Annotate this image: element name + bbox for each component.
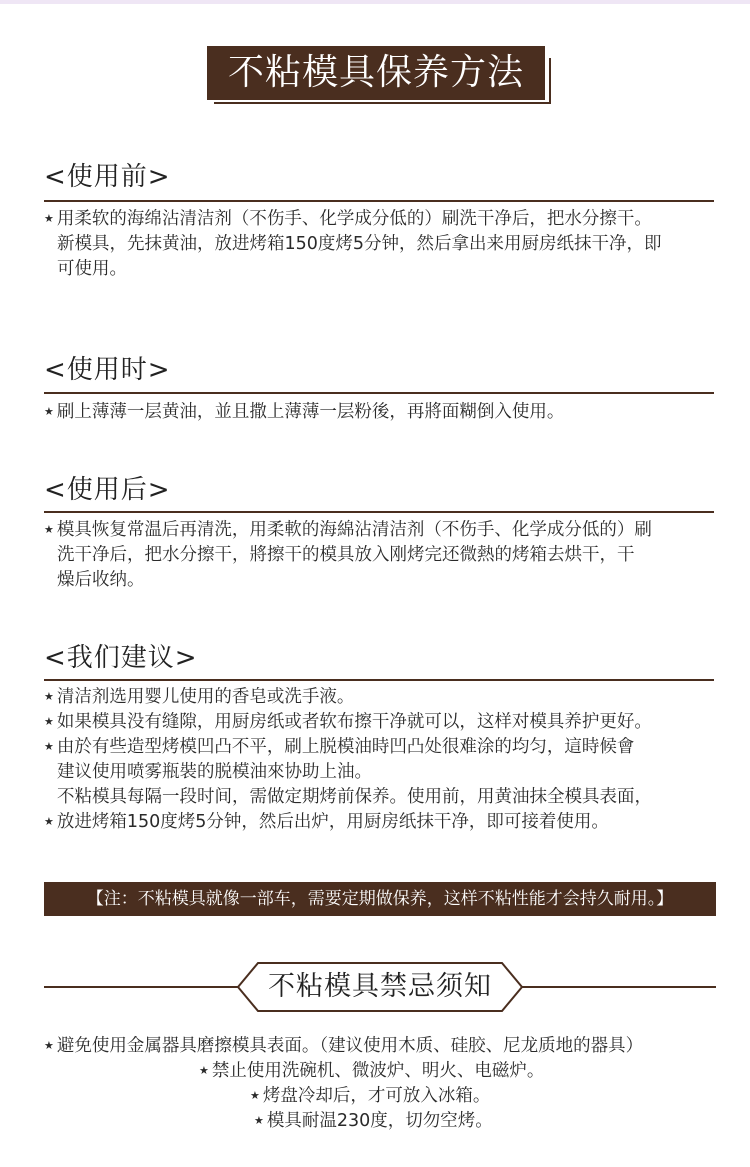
list-item-continuation: 可使用。	[57, 259, 127, 279]
list-item: ★ 避免使用金属器具磨擦模具表面。（建议使用木质、硅胶、尼龙质地的器具）	[44, 1036, 644, 1056]
section-heading-before-use: <使用前>	[44, 162, 171, 192]
star-bullet-icon: ★	[44, 715, 54, 728]
title-shadow-bottom	[214, 102, 551, 104]
page-title: 不粘模具保养方法	[207, 46, 545, 100]
taboo-divider-right	[520, 986, 716, 988]
taboo-divider-left	[44, 986, 240, 988]
section-heading-suggestions: <我们建议>	[44, 643, 198, 673]
star-bullet-icon: ★	[44, 1039, 54, 1052]
star-bullet-icon: ★	[199, 1064, 209, 1077]
list-item: ★ 放进烤箱150度烤5分钟，然后出炉，用厨房纸抹干净，即可接着使用。	[44, 812, 609, 832]
list-item: ★ 烤盘冷却后，才可放入冰箱。	[250, 1086, 491, 1106]
list-item: ★ 模具耐温230度，切勿空烤。	[254, 1111, 493, 1131]
list-item: ★ 由於有些造型烤模凹凸不平，刷上脱模油時凹凸处很难涂的均匀，這時候會	[44, 737, 635, 757]
star-bullet-icon: ★	[44, 523, 54, 536]
star-bullet-icon: ★	[44, 815, 54, 828]
taboo-title: 不粘模具禁忌须知	[268, 971, 492, 1002]
list-item-continuation: 新模具，先抹黄油，放进烤箱150度烤5分钟，然后拿出来用厨房纸抹干净，即	[57, 234, 662, 254]
star-bullet-icon: ★	[254, 1114, 264, 1127]
star-bullet-icon: ★	[44, 690, 54, 703]
star-bullet-icon: ★	[44, 740, 54, 753]
list-item: ★ 清洁剂选用婴儿使用的香皂或洗手液。	[44, 687, 355, 707]
list-item-continuation: 燥后收纳。	[57, 570, 145, 590]
list-item: ★ 刷上薄薄一层黄油，並且撒上薄薄一层粉後，再將面糊倒入使用。	[44, 402, 565, 422]
list-item: ★ 用柔软的海绵沾清洁剂（不伤手、化学成分低的）刷洗干净后，把水分擦干。	[44, 209, 652, 229]
list-item: ★ 模具恢复常温后再清洗，用柔軟的海綿沾清洁剂（不伤手、化学成分低的）刷	[44, 520, 652, 540]
section-heading-during-use: <使用时>	[44, 355, 171, 385]
list-item-continuation: 洗干净后，把水分擦干，將擦干的模具放入刚烤完还微熱的烤箱去烘干，干	[57, 545, 635, 565]
section-divider	[44, 392, 714, 394]
section-heading-after-use: <使用后>	[44, 475, 171, 505]
list-item: ★ 如果模具没有缝隙，用厨房纸或者软布擦干净就可以，这样对模具养护更好。	[44, 712, 652, 732]
note-banner: 【注：不粘模具就像一部车，需要定期做保养，这样不粘性能才会持久耐用。】	[44, 882, 716, 916]
section-divider	[44, 679, 714, 681]
section-divider	[44, 200, 714, 202]
star-bullet-icon: ★	[44, 405, 54, 418]
top-band	[0, 0, 750, 4]
list-item-continuation: 建议使用喷雾瓶裝的脱模油來协助上油。	[57, 762, 372, 782]
star-bullet-icon: ★	[44, 212, 54, 225]
title-shadow-right	[549, 58, 551, 104]
list-item-continuation: 不粘模具每隔一段时间，需做定期烤前保养。使用前，用黄油抹全模具表面，	[57, 787, 652, 807]
section-divider	[44, 511, 714, 513]
star-bullet-icon: ★	[250, 1089, 260, 1102]
list-item: ★ 禁止使用洗碗机、微波炉、明火、电磁炉。	[199, 1061, 545, 1081]
